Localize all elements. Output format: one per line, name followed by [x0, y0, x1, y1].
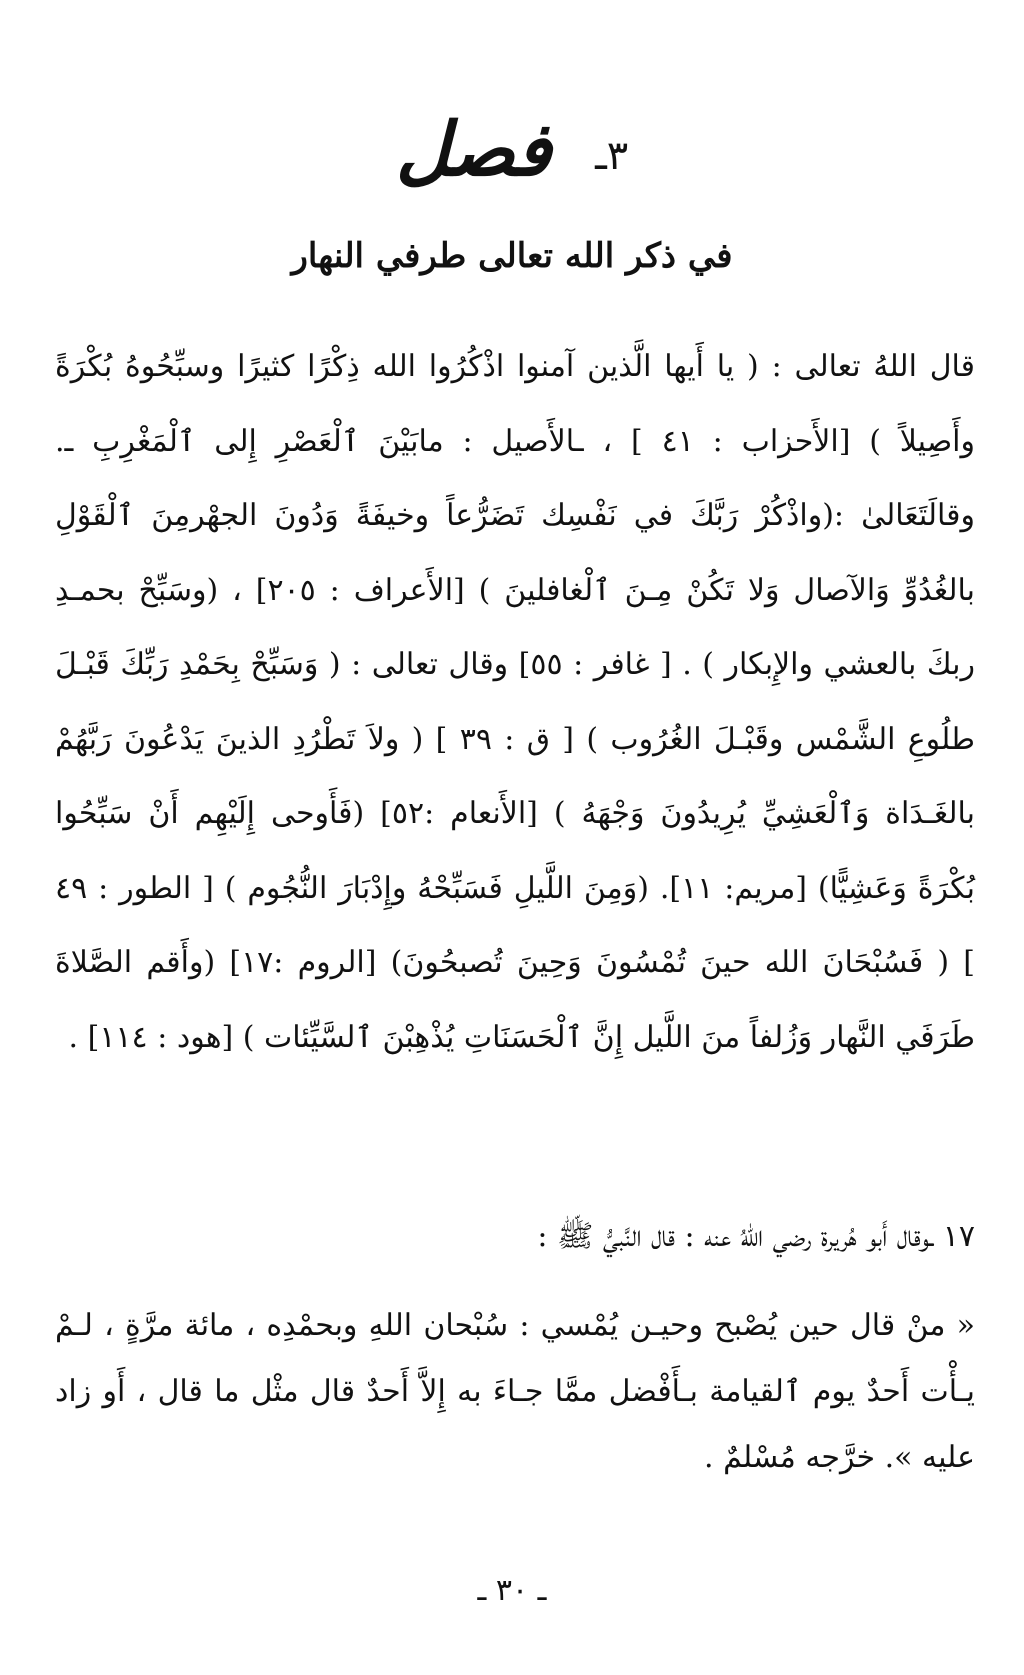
chapter-heading	[0, 95, 1024, 211]
chapter-number: ٣ـ	[595, 132, 629, 179]
section-subtitle: في ذكر الله تعالى طرفي النهار	[291, 236, 733, 276]
chapter-title: فصل	[395, 107, 552, 193]
hadith-intro: ١٧ ـوقال أَبو هُريرة رضي اللهُ عنه : قال النَّبيُّ ﷺ :	[537, 1219, 975, 1254]
hadith-text: « منْ قال حين يُصْبح وحيـن يُمْسي : سُبْحان اللهِ وبحمْدِه ، مائة مرَّةٍ ، لـمْ يـأْت أَحدٌ يوم ٱلقيامة بـأَفْضل ممَّا جـاءَ به إِلاَّ أَحدٌ قال مثْل ما قال ، أَو زاد عليه ». خرَّجه مُسْلمٌ .	[55, 1308, 975, 1475]
page-number: ـ ٣٠ ـ	[477, 1573, 547, 1608]
quran-verses-paragraph: قال اللهُ تعالى : ( يا أَيها الَّذين آمنوا اذْكُرُوا الله ذِكْرًا كثيرًا وسبِّحُوهُ بُكْرَةً وأَصِيلاً ) [الأَحزاب : ٤١ ] ، ـالأَصيل : مابَيْنَ ٱلْعَصْرِ إِلى ٱلْمَغْرِبِ ـ. وقالَتَعَالىٰ :(واذْكُرْ رَبَّكَ في نَفْسِك تَضَرُّعاً وخيفَةً وَدُونَ الجهْرمِنَ ٱلْقَوْلِ بالغُدُوِّ وَالآصال وَلا تَكُنْ مِـنَ ٱلْغافلينَ ) [الأَعراف : ٢٠٥] ، (وسَبِّحْ بحمـدِ ربكَ بالعشي والإِبكار ) . [ غافر : ٥٥] وقال تعالى : ( وَسَبِّحْ بِحَمْدِ رَبِّكَ قَبْـلَ طلُوعِ الشَّمْس وقَبْـلَ الغُرُوب ) [ ق : ٣٩ ] ( ولاَ تَطْرُدِ الذينَ يَدْعُونَ رَبَّهُمْ بالغَـدَاة وَٱلْعَشِيِّ يُرِيدُونَ وَجْهَهُ ) [الأَنعام :٥٢] (فَأَوحى إِلَيْهِم أَنْ سَبِّحُوا بُكْرَةً وَعَشِيًّا) [مريم: ١١]. (وَمِنَ اللَّيلِ فَسَبِّحْهُ وإِدْبَارَ النُّجُوم ) [ الطور : ٤٩ ] ( فَسُبْحَانَ الله حينَ تُمْسُونَ وَحِينَ تُصبحُونَ) [الروم :١٧] (وأَقم الصَّلاةَ طَرَفَي النَّهار وَزُلفاً منَ اللَّيل إِنَّ ٱلْحَسَنَاتِ يُذْهِبْنَ ٱلسَّيِّئات ) [هود : ١١٤] .	[55, 349, 976, 1055]
